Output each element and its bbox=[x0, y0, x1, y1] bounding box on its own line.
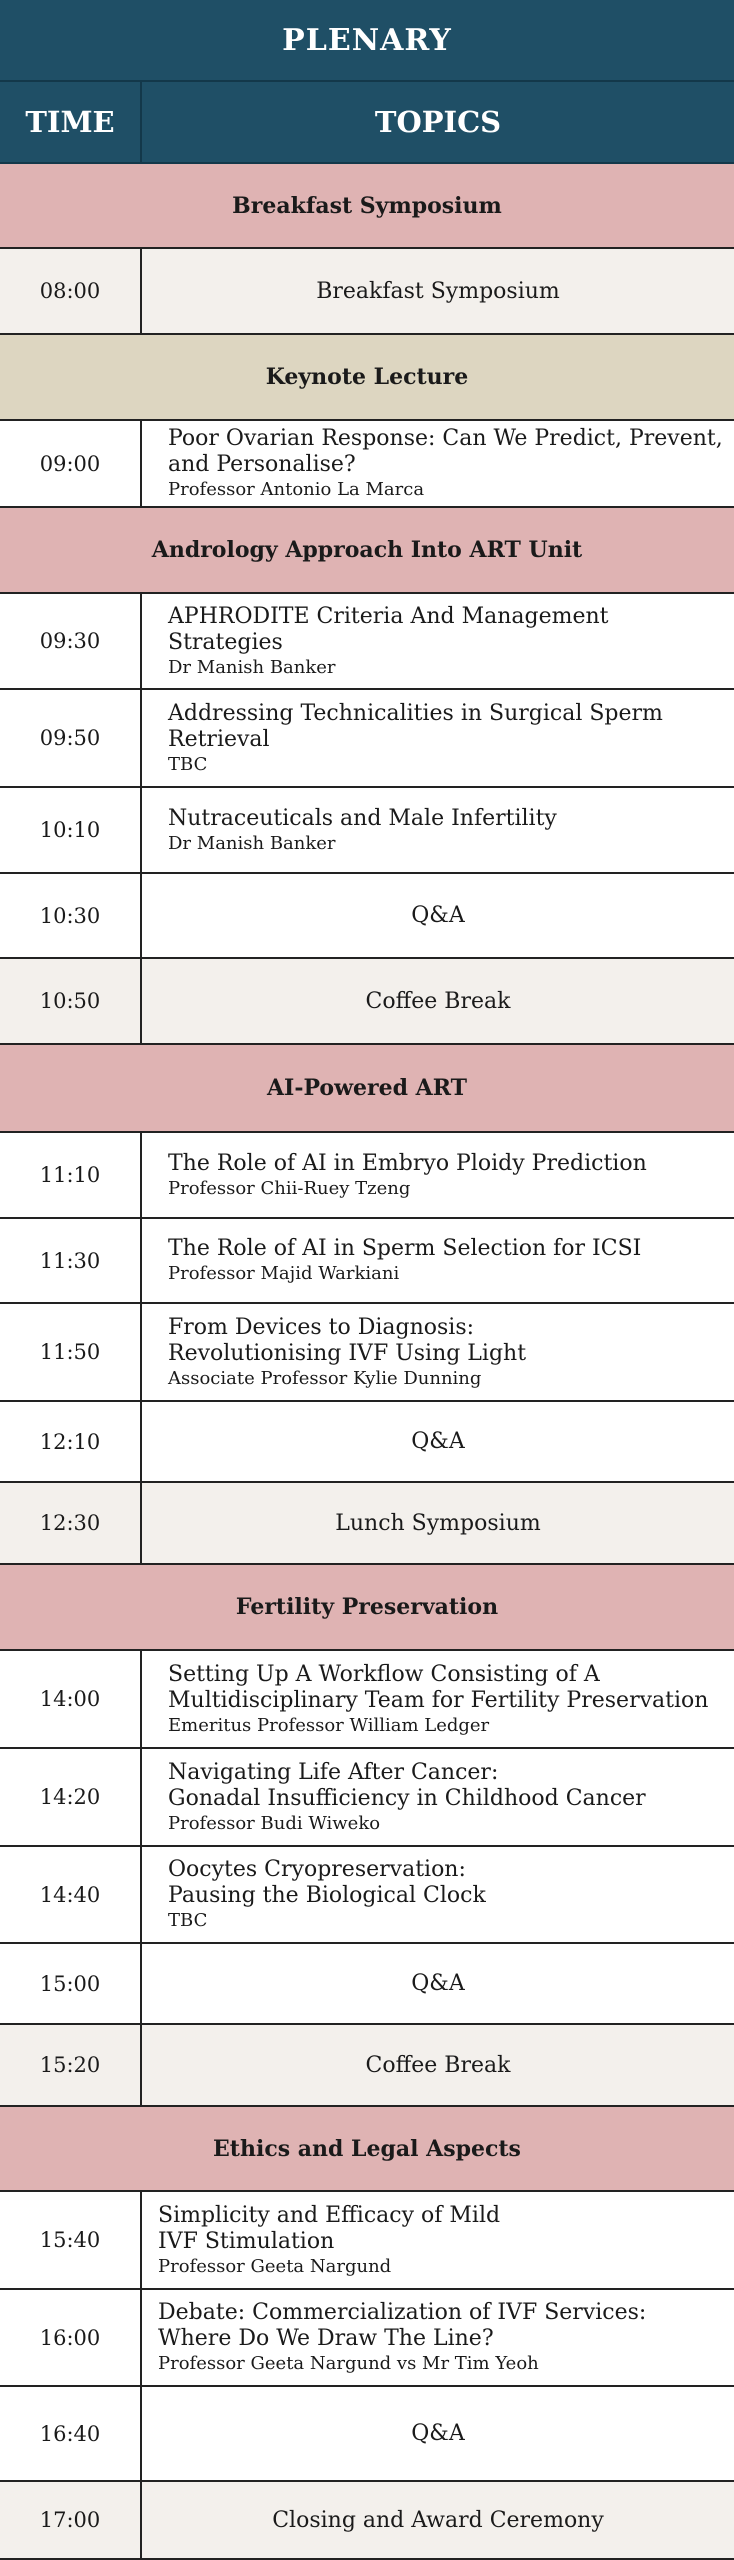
speaker-name: Dr Manish Banker bbox=[168, 656, 336, 678]
talk-title-line: Pausing the Biological Clock bbox=[168, 1883, 486, 1908]
talk-details bbox=[142, 1847, 734, 1942]
talk-details bbox=[142, 594, 734, 688]
break-row bbox=[0, 2025, 734, 2107]
session-time: 09:50 bbox=[0, 690, 142, 786]
talk-row bbox=[0, 788, 734, 874]
talk-title-line: Revolutionising IVF Using Light bbox=[168, 1340, 527, 1366]
section-title: Fertility Preservation bbox=[235, 1594, 499, 1620]
talk-title-line: Nutraceuticals and Male Infertility bbox=[168, 805, 557, 831]
session-time: 11:30 bbox=[0, 1219, 142, 1302]
schedule-title-row bbox=[0, 0, 734, 82]
session-time: 09:00 bbox=[0, 421, 142, 506]
talk-title-line: Where Do We Draw The Line? bbox=[158, 2326, 494, 2351]
qa-label: Q&A bbox=[411, 1429, 465, 1454]
talk-title-line: and Personalise? bbox=[168, 452, 356, 477]
section-header-row bbox=[0, 2107, 734, 2192]
speaker-name: Associate Professor Kylie Dunning bbox=[168, 1367, 482, 1389]
section-header-row bbox=[0, 1565, 734, 1651]
talk-title-line: Oocytes Cryopreservation: bbox=[168, 1857, 466, 1882]
section-header-row bbox=[0, 335, 734, 421]
section-header-row bbox=[0, 164, 734, 249]
time-column-header: TIME bbox=[0, 82, 142, 162]
talk-row bbox=[0, 594, 734, 690]
talk-details bbox=[142, 1219, 734, 1302]
talk-row bbox=[0, 2290, 734, 2387]
session-time: 10:50 bbox=[0, 959, 142, 1043]
talk-title-line: IVF Stimulation bbox=[158, 2228, 335, 2254]
talk-title-line: From Devices to Diagnosis: bbox=[168, 1314, 475, 1340]
talk-title-line: Navigating Life After Cancer: bbox=[168, 1759, 499, 1785]
talk-title-line: The Role of AI in Embryo Ploidy Prediction bbox=[168, 1150, 647, 1176]
talk-row bbox=[0, 1651, 734, 1749]
session-time: 11:50 bbox=[0, 1304, 142, 1400]
talk-details bbox=[142, 1651, 734, 1747]
session-time: 14:40 bbox=[0, 1847, 142, 1942]
talk-details bbox=[142, 2290, 734, 2385]
qa-row bbox=[0, 1944, 734, 2025]
speaker-name: Professor Geeta Nargund bbox=[158, 2255, 392, 2277]
qa-label: Q&A bbox=[411, 903, 465, 928]
section-header-row bbox=[0, 1045, 734, 1133]
qa-row bbox=[0, 1402, 734, 1483]
break-row bbox=[0, 2482, 734, 2560]
section-title: Ethics and Legal Aspects bbox=[213, 2135, 521, 2162]
break-row bbox=[0, 959, 734, 1045]
qa-label: Q&A bbox=[411, 2421, 465, 2446]
speaker-name: TBC bbox=[168, 1910, 208, 1931]
section-title: Andrology Approach Into ART Unit bbox=[151, 537, 583, 563]
break-label: Closing and Award Ceremony bbox=[272, 2507, 604, 2533]
talk-details bbox=[142, 788, 734, 872]
session-time: 12:10 bbox=[0, 1402, 142, 1481]
session-time: 14:00 bbox=[0, 1651, 142, 1747]
section-title: Breakfast Symposium bbox=[232, 192, 502, 219]
break-label: Coffee Break bbox=[365, 988, 511, 1014]
talk-title-line: Gonadal Insufficiency in Childhood Cancer bbox=[168, 1785, 646, 1811]
session-time: 10:30 bbox=[0, 874, 142, 957]
session-time: 15:40 bbox=[0, 2192, 142, 2288]
break-row bbox=[0, 249, 734, 335]
talk-details bbox=[142, 421, 734, 506]
session-time: 11:10 bbox=[0, 1133, 142, 1217]
talk-title-line: Addressing Technicalities in Surgical Sperm bbox=[168, 700, 663, 726]
talk-details bbox=[142, 1304, 734, 1400]
session-time: 14:20 bbox=[0, 1749, 142, 1845]
break-label: Lunch Symposium bbox=[335, 1510, 541, 1536]
section-title: Keynote Lecture bbox=[265, 364, 469, 390]
speaker-name: Professor Antonio La Marca bbox=[168, 479, 425, 500]
speaker-name: Emeritus Professor William Ledger bbox=[168, 1714, 490, 1736]
talk-row bbox=[0, 1847, 734, 1944]
talk-row bbox=[0, 2192, 734, 2290]
talk-row bbox=[0, 1219, 734, 1304]
session-time: 15:20 bbox=[0, 2025, 142, 2105]
speaker-name: Dr Manish Banker bbox=[168, 832, 336, 854]
qa-row bbox=[0, 2387, 734, 2482]
session-time: 08:00 bbox=[0, 249, 142, 333]
talk-row bbox=[0, 1133, 734, 1219]
session-time: 12:30 bbox=[0, 1483, 142, 1563]
qa-label: Q&A bbox=[411, 1971, 465, 1996]
talk-title-line: Debate: Commercialization of IVF Services: bbox=[158, 2300, 647, 2325]
break-row bbox=[0, 1483, 734, 1565]
talk-title-line: Setting Up A Workflow Consisting of A bbox=[168, 1661, 600, 1687]
talk-row bbox=[0, 1304, 734, 1402]
break-label: Breakfast Symposium bbox=[316, 278, 560, 304]
talk-title-line: APHRODITE Criteria And Management Strategies bbox=[168, 603, 609, 655]
speaker-name: Professor Geeta Nargund vs Mr Tim Yeoh bbox=[158, 2353, 539, 2374]
talk-row bbox=[0, 690, 734, 788]
schedule-title: PLENARY bbox=[282, 22, 452, 58]
talk-title-line: The Role of AI in Sperm Selection for ICSI bbox=[168, 1236, 642, 1261]
topics-column-header: TOPICS bbox=[374, 105, 502, 139]
speaker-name: Professor Budi Wiweko bbox=[168, 1812, 381, 1834]
talk-details bbox=[142, 2192, 734, 2288]
talk-title-line: Poor Ovarian Response: Can We Predict, Prevent, bbox=[168, 426, 723, 451]
talk-details bbox=[142, 1749, 734, 1845]
section-title: AI-Powered ART bbox=[266, 1075, 468, 1101]
talk-details bbox=[142, 1133, 734, 1217]
talk-title-line: Simplicity and Efficacy of Mild bbox=[158, 2202, 501, 2228]
talk-details bbox=[142, 690, 734, 786]
session-time: 17:00 bbox=[0, 2482, 142, 2558]
qa-row bbox=[0, 874, 734, 959]
session-time: 16:40 bbox=[0, 2387, 142, 2480]
talk-title-line: Multidisciplinary Team for Fertility Preservation bbox=[168, 1687, 709, 1713]
session-time: 10:10 bbox=[0, 788, 142, 872]
section-header-row bbox=[0, 508, 734, 594]
talk-title-line: Retrieval bbox=[168, 726, 270, 752]
session-time: 15:00 bbox=[0, 1944, 142, 2023]
break-label: Coffee Break bbox=[365, 2052, 511, 2078]
speaker-name: TBC bbox=[168, 753, 208, 775]
speaker-name: Professor Majid Warkiani bbox=[168, 1263, 400, 1284]
session-time: 16:00 bbox=[0, 2290, 142, 2385]
talk-row bbox=[0, 1749, 734, 1847]
column-header-row bbox=[0, 82, 734, 164]
speaker-name: Professor Chii-Ruey Tzeng bbox=[168, 1177, 411, 1199]
session-time: 09:30 bbox=[0, 594, 142, 688]
talk-row bbox=[0, 421, 734, 508]
